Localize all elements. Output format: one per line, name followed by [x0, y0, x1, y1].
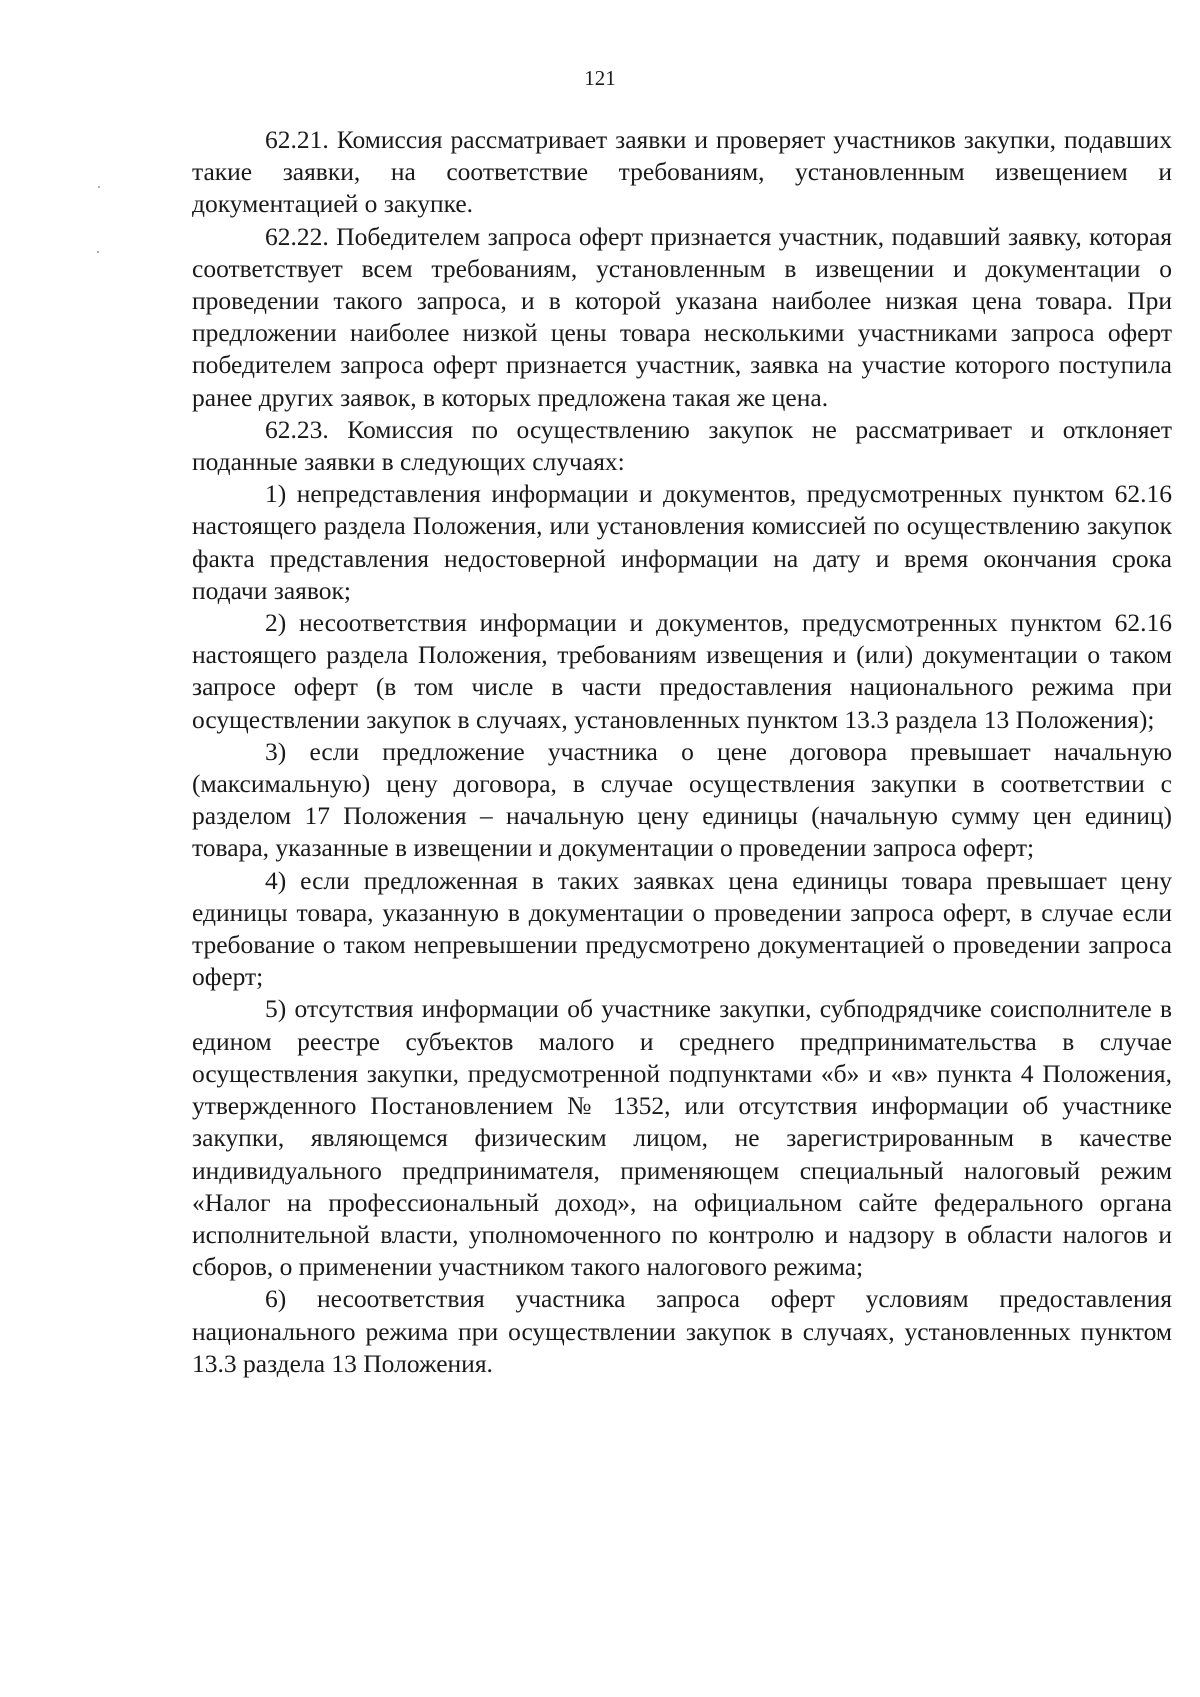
- paragraph-62-23: 62.23. Комиссия по осуществлению закупок не рассматривает и отклоняет поданные заявки в следующих случаях:: [192, 414, 1172, 477]
- list-item-1: 1) непредставления информации и документов, предусмотренных пунктом 62.16 настоящего раздела Положения, или установления комиссией по осуществлению закупок факта представления недостоверной информации на дату и время окончания срока подачи заявок;: [192, 479, 1172, 605]
- page-number: 121: [584, 66, 616, 90]
- paragraph-62-22: 62.22. Победителем запроса оферт признается участник, подавший заявку, которая соответствует всем требованиям, установленным в извещении и документации о проведении такого запроса, и в которой указана наиболее низкая цена товара. При предложении наиболее низкой цены товара несколькими участниками запроса оферт победителем запроса оферт признается участник, заявка на участие которого поступила ранее других заявок, в которых предложена такая же цена.: [192, 221, 1172, 412]
- list-item-2: 2) несоответствия информации и документов, предусмотренных пунктом 62.16 настоящего раздела Положения, требованиям извещения и (или) документации о таком запросе оферт (в том числе в части предоставления национального режима при осуществлении закупок в случаях, установленных пунктом 13.3 раздела 13 Положения);: [192, 608, 1172, 734]
- document-body: [192, 124, 1172, 1380]
- margin-speck: [97, 251, 99, 253]
- margin-speck: [98, 186, 100, 188]
- list-item-5: 5) отсутствия информации об участнике закупки, субподрядчике соисполнителе в едином реестре субъектов малого и среднего предпринимательства в случае осуществления закупки, предусмотренной подпунктами «б» и «в» пункта 4 Положения, утвержденного Постановлением № 1352, или отсутствия информации об участнике закупки, являющемся физическим лицом, не зарегистрированным в качестве индивидуального предпринимателя, применяющем специальный налоговый режим «Налог на профессиональный доход», на официальном сайте федерального органа исполнительной власти, уполномоченного по контролю и надзору в области налогов и сборов, о применении участником такого налогового режима;: [192, 994, 1172, 1282]
- paragraph-62-21: 62.21. Комиссия рассматривает заявки и проверяет участников закупки, подавших такие заявки, на соответствие требованиям, установленным извещением и документацией о закупке.: [192, 125, 1172, 219]
- list-item-6: 6) несоответствия участника запроса оферт условиям предоставления национального режима при осуществлении закупок в случаях, установленных пунктом 13.3 раздела 13 Положения.: [192, 1284, 1172, 1378]
- list-item-4: 4) если предложенная в таких заявках цена единицы товара превышает цену единицы товара, указанную в документации о проведении запроса оферт, в случае если требование о таком непревышении предусмотрено документацией о проведении запроса оферт;: [192, 865, 1172, 992]
- list-item-3: 3) если предложение участника о цене договора превышает начальную (максимальную) цену договора, в случае осуществления закупки в соответствии с разделом 17 Положения – начальную цену единицы (начальную сумму цен единиц) товара, указанные в извещении и документации о проведении запроса оферт;: [192, 736, 1172, 863]
